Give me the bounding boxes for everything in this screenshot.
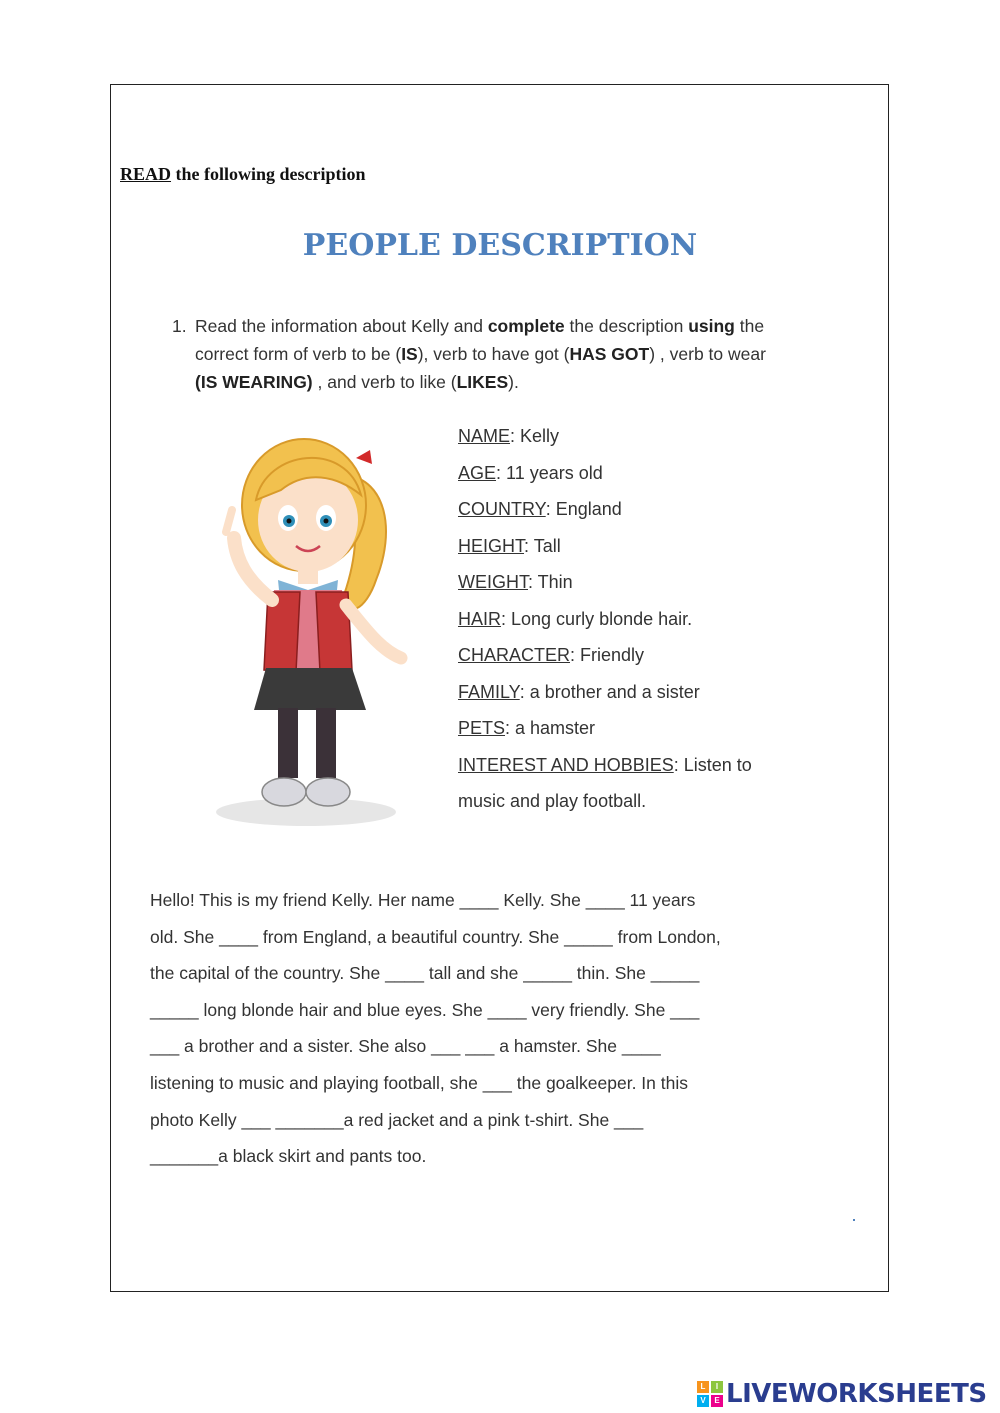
logo-mark-tile: E	[711, 1395, 723, 1407]
instruction-segment: HAS GOT	[569, 344, 650, 364]
info-value: : Tall	[524, 535, 561, 556]
info-row	[458, 459, 752, 496]
info-value: : Listen to	[673, 754, 752, 775]
instruction-segment: , and verb to like (	[312, 372, 457, 392]
logo-mark-icon	[697, 1381, 723, 1407]
info-row	[458, 787, 752, 824]
info-row	[458, 641, 752, 678]
info-row	[458, 714, 752, 751]
info-value: : 11 years old	[496, 462, 603, 483]
logo-mark-tile: V	[697, 1395, 709, 1407]
info-key: INTEREST AND HOBBIES	[458, 754, 674, 775]
info-value: : a brother and a sister	[519, 681, 700, 702]
instruction-segment: (IS WEARING)	[195, 372, 313, 392]
paragraph-line: the capital of the country. She ____ tall and she _____ thin. She _____	[150, 963, 700, 984]
info-key: HEIGHT	[458, 535, 525, 556]
info-row	[458, 678, 752, 715]
instruction-segment: using	[688, 316, 735, 336]
info-row	[458, 751, 752, 788]
info-value: : a hamster	[505, 718, 596, 738]
info-value: : Friendly	[570, 645, 645, 665]
stray-mark	[853, 1219, 855, 1221]
logo-mark-tile: L	[697, 1381, 709, 1393]
instruction-text	[195, 312, 772, 396]
info-key: PETS	[458, 718, 506, 738]
girl-illustration	[196, 420, 426, 830]
logo-text: LIVEWORKSHEETS	[726, 1379, 987, 1409]
liveworksheets-logo	[697, 1379, 987, 1409]
exercise-number: 1.	[172, 316, 187, 336]
paragraph-line: photo Kelly ___ _______a red jacket and a pink t-shirt. She ___	[150, 1109, 644, 1130]
read-instruction	[120, 164, 366, 185]
fill-in-paragraph	[150, 886, 830, 1179]
kelly-info-list	[458, 422, 752, 824]
info-key: WEIGHT	[458, 572, 528, 592]
info-row	[458, 422, 752, 459]
read-word: READ	[120, 164, 172, 184]
instruction-segment: complete	[487, 316, 565, 336]
paragraph-line: _____ long blonde hair and blue eyes. She ____ very friendly. She ___	[150, 999, 700, 1020]
instruction-segment: the correct form of verb to be (	[195, 316, 765, 364]
info-key: HAIR	[458, 608, 502, 629]
instruction-segment: ), verb to have got (	[417, 344, 570, 364]
info-value: : Thin	[528, 572, 573, 592]
info-value: : England	[545, 499, 622, 519]
read-rest: the following description	[175, 164, 366, 184]
info-key: AGE	[458, 462, 497, 483]
info-key: FAMILY	[458, 681, 520, 702]
paragraph-line: listening to music and playing football, she ___ the goalkeeper. In this	[150, 1072, 688, 1093]
instruction-segment: ).	[508, 372, 519, 392]
paragraph-line: Hello! This is my friend Kelly. Her name ____ Kelly. She ____ 11 years	[150, 890, 696, 910]
logo-mark-tile: I	[711, 1381, 723, 1393]
instruction-segment: the description	[564, 316, 689, 336]
exercise-instruction	[172, 312, 772, 396]
info-key: NAME	[458, 426, 511, 446]
info-row	[458, 568, 752, 605]
page-title: PEOPLE DESCRIPTION	[302, 228, 698, 263]
info-value: : Kelly	[510, 426, 560, 446]
info-row	[458, 605, 752, 642]
info-value: music and play football.	[458, 791, 647, 811]
instruction-segment: IS	[401, 344, 418, 364]
info-key: COUNTRY	[458, 499, 546, 519]
paragraph-line: old. She ____ from England, a beautiful country. She _____ from London,	[150, 926, 721, 947]
info-key: CHARACTER	[458, 645, 571, 665]
info-value: : Long curly blonde hair.	[501, 608, 693, 629]
info-row	[458, 532, 752, 569]
instruction-segment: ) , verb to wear	[649, 344, 766, 364]
instruction-segment: Read the information about Kelly and	[195, 316, 488, 336]
info-row	[458, 495, 752, 532]
paragraph-line: _______a black skirt and pants too.	[150, 1146, 427, 1167]
paragraph-line: ___ a brother and a sister. She also ___ ___ a hamster. She ____	[150, 1036, 661, 1057]
instruction-segment: LIKES	[456, 372, 509, 392]
